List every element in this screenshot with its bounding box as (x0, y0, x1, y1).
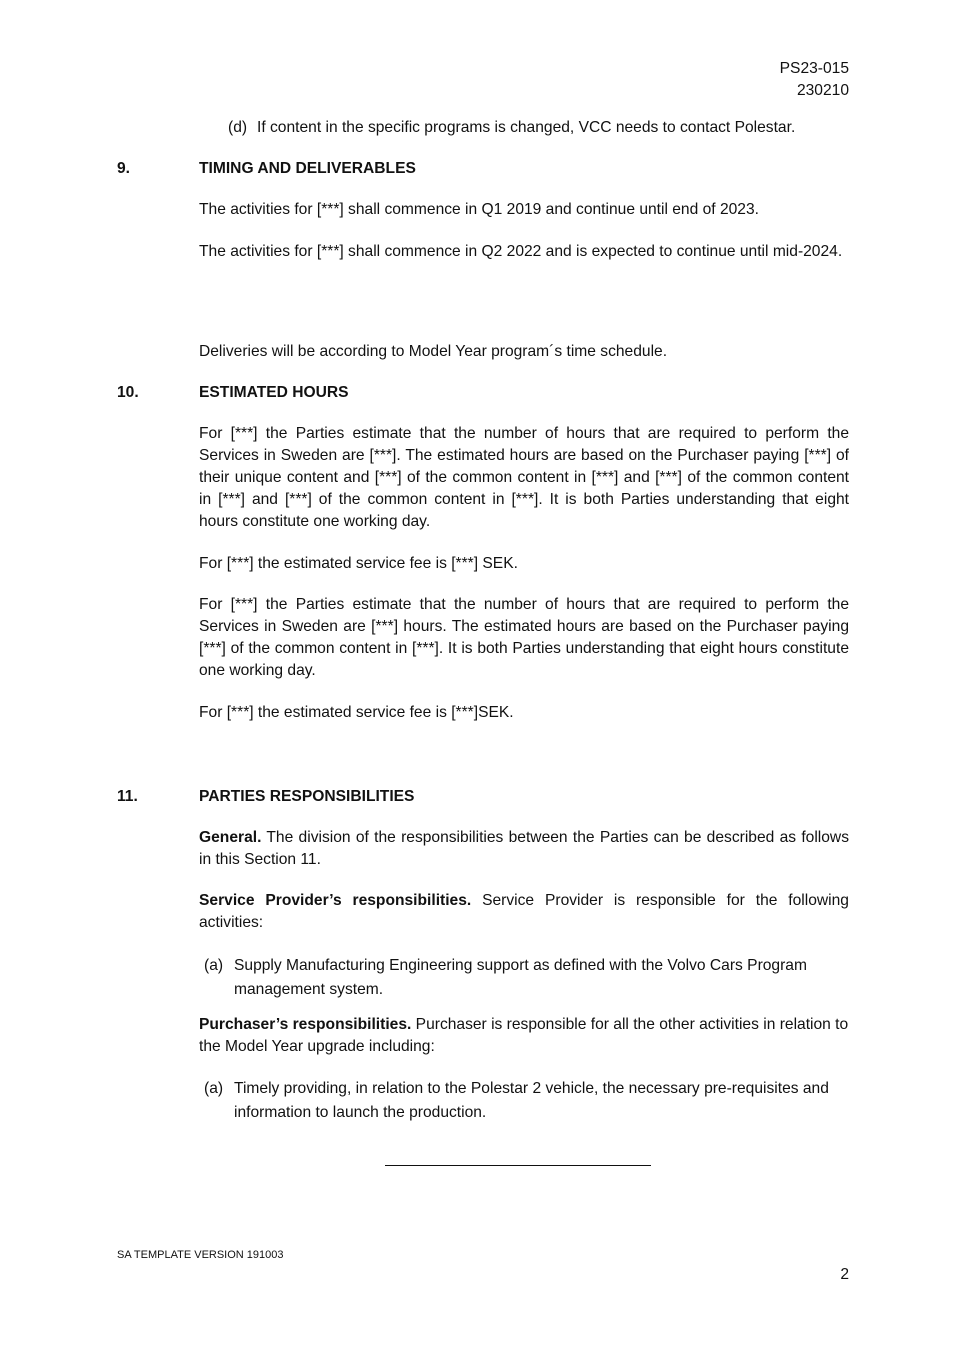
list-item-d (224, 117, 849, 139)
section-10-number: 10. (117, 384, 139, 401)
list-item-text: Timely providing, in relation to the Polestar 2 vehicle, the necessary pre-requisites and information to launch the production. (234, 1080, 829, 1121)
provider-label: Service Provider’s responsibilities. (199, 892, 472, 909)
list-marker: (d) (228, 119, 248, 136)
list-marker: (a) (204, 957, 224, 974)
section-11-provider-paragraph (199, 890, 849, 934)
purchaser-list-item (199, 1077, 849, 1125)
document-code: PS23-015 (779, 60, 849, 77)
general-text: The division of the responsibilities between the Parties can be described as follows in this Section 11. (199, 829, 849, 868)
section-9-title: TIMING AND DELIVERABLES (199, 160, 416, 177)
section-11-purchaser-paragraph (199, 1014, 849, 1058)
section-10-paragraph-3: For [***] the Parties estimate that the number of hours that are required to perform the Services in Sweden are [***] hours. The estimated hours are based on the Purchaser paying [***] of the common content in [***]. It is both Parties understanding that eight hours constitute one working day. (199, 596, 849, 679)
section-10-paragraph-4: For [***] the estimated service fee is [***]SEK. (199, 704, 514, 721)
section-11-number: 11. (117, 788, 138, 805)
section-9-number: 9. (117, 160, 131, 177)
list-item-text: If content in the specific programs is changed, VCC needs to contact Polestar. (257, 119, 796, 136)
provider-list-item (199, 954, 849, 1002)
purchaser-text: Purchaser is responsible for all the other activities in relation to the Model Year upgrade including: (199, 1016, 849, 1055)
document-date: 230210 (796, 82, 849, 99)
list-item-text: Supply Manufacturing Engineering support as defined with the Volvo Cars Program management system. (234, 957, 807, 998)
section-10-paragraph-2: For [***] the estimated service fee is [***] SEK. (199, 555, 518, 572)
footer-template-version: SA TEMPLATE VERSION 191003 (117, 1249, 284, 1261)
provider-text: Service Provider is responsible for the following activities: (199, 892, 849, 931)
section-10-title: ESTIMATED HOURS (199, 384, 349, 401)
section-11-general-paragraph (199, 827, 849, 871)
section-10-paragraph-1: For [***] the Parties estimate that the number of hours that are required to perform the Services in Sweden are [***]. The estimated hours are based on the Purchaser paying [***] of their unique content and [***] of the common content in [***] and [***] of the common content in [***] and [***] of the common content in [***]. It is both Parties understanding that eight hours constitute one working day. (199, 425, 849, 530)
page-number: 2 (840, 1266, 849, 1283)
section-9-paragraph-1: The activities for [***] shall commence in Q1 2019 and continue until end of 2023. (199, 201, 759, 218)
section-9-paragraph-3: Deliveries will be according to Model Year program´s time schedule. (199, 343, 668, 360)
general-label: General. (199, 829, 262, 846)
purchaser-label: Purchaser’s responsibilities. (199, 1016, 412, 1033)
list-marker: (a) (204, 1080, 224, 1097)
section-11-title: PARTIES RESPONSIBILITIES (199, 788, 415, 805)
section-9-paragraph-2: The activities for [***] shall commence in Q2 2022 and is expected to continue until mid-2024. (199, 243, 843, 260)
document-header (649, 58, 849, 102)
section-divider (385, 1165, 651, 1166)
